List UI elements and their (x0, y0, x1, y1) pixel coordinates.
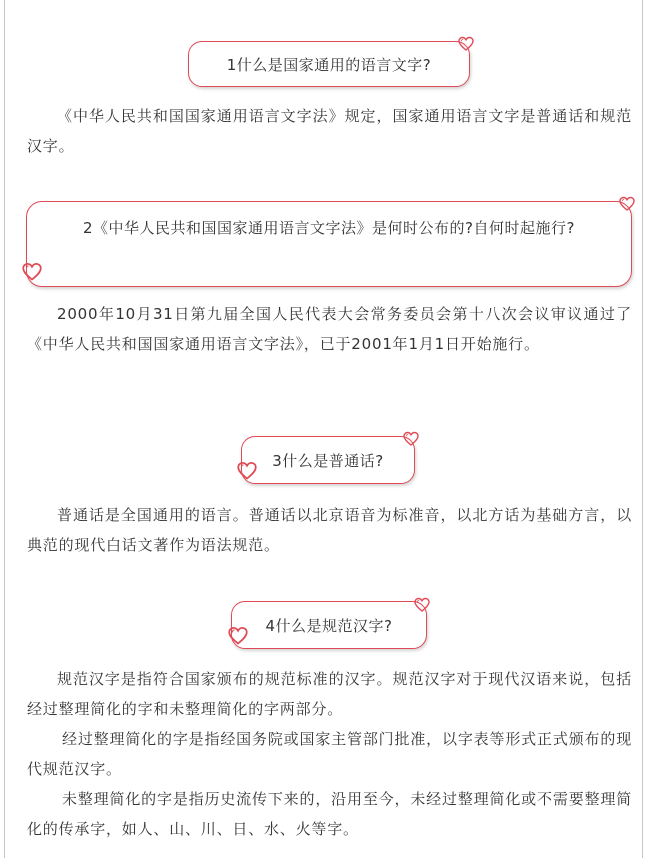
answer-3 (27, 500, 632, 560)
question-4-box (231, 601, 427, 649)
question-2-text: 2《中华人民共和国国家通用语言文字法》是何时公布的?自何时起施行? (83, 219, 575, 237)
heart-icon (414, 597, 430, 613)
question-2-box (26, 201, 632, 287)
question-3-box (241, 436, 415, 484)
answer-2-paragraph: 2000年10月31日第九届全国人民代表大会常务委员会第十八次会议审议通过了《中华人民共和国国家通用语言文字法》，已于2001年1月1日开始施行。 (27, 305, 632, 353)
heart-icon (619, 196, 635, 212)
answer-1 (27, 101, 632, 161)
answer-4-paragraph-3: 未整理简化的字是指历史流传下来的，沿用至今，未经过整理简化或不需要整理简化的传承字，如人、山、川、日、水、火等字。 (27, 790, 632, 838)
answer-4-paragraph-1: 规范汉字是指符合国家颁布的规范标准的汉字。规范汉字对于现代汉语来说，包括经过整理简化的字和未整理简化的字两部分。 (27, 670, 632, 718)
heart-icon (403, 431, 419, 447)
question-1-text: 1什么是国家通用的语言文字? (226, 55, 432, 74)
answer-3-paragraph: 普通话是全国通用的语言。普通话以北京语音为标准音，以北方话为基础方言，以典范的现代白话文著作为语法规范。 (27, 506, 632, 554)
answer-4-paragraph-2: 经过整理简化的字是指经国务院或国家主管部门批准，以字表等形式正式颁布的现代规范汉字。 (27, 730, 632, 778)
question-1-box (188, 41, 470, 87)
question-3-text: 3什么是普通话? (272, 451, 384, 470)
question-4-text: 4什么是规范汉字? (265, 616, 393, 635)
heart-icon (22, 262, 42, 282)
heart-icon (228, 626, 248, 646)
heart-icon (237, 461, 257, 481)
answer-2 (27, 299, 632, 359)
page-frame-left (4, 0, 5, 858)
page-frame-right (642, 0, 643, 858)
answer-1-paragraph: 《中华人民共和国国家通用语言文字法》规定，国家通用语言文字是普通话和规范汉字。 (27, 107, 632, 155)
answer-4 (27, 664, 632, 844)
heart-icon (458, 36, 474, 52)
